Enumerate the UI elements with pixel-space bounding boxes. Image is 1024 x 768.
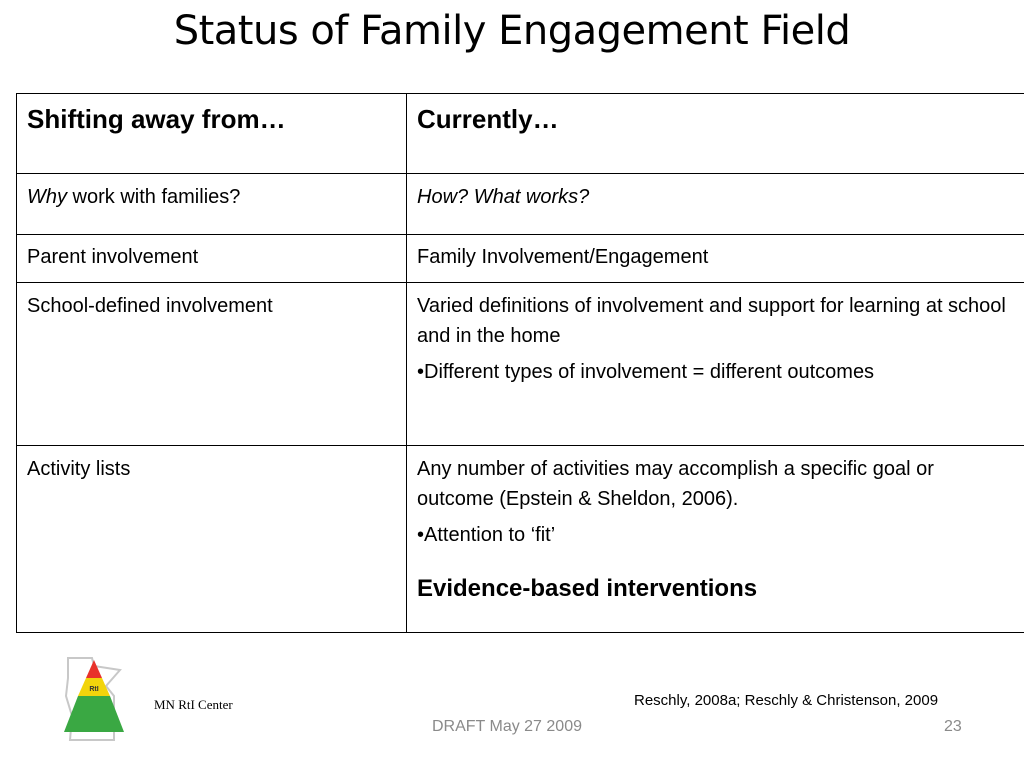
table-row bbox=[17, 446, 1024, 633]
why-emphasis: Why bbox=[27, 186, 67, 208]
mn-rti-center-label: MN RtI Center bbox=[154, 697, 233, 712]
cell-current bbox=[407, 174, 1024, 235]
triangle-top-icon bbox=[86, 660, 102, 678]
why-rest: work with families? bbox=[67, 186, 241, 208]
cell-bullet: •Different types of involvement = different outcomes bbox=[417, 361, 875, 383]
how-text: How? What works? bbox=[417, 186, 590, 208]
table-row bbox=[17, 283, 1024, 446]
header-currently: Currently… bbox=[407, 94, 1024, 174]
cell-from bbox=[17, 174, 407, 235]
cell-current bbox=[407, 446, 1024, 633]
header-shifting-away: Shifting away from… bbox=[17, 94, 407, 174]
draft-date: DRAFT May 27 2009 bbox=[432, 718, 582, 735]
cell-from: Activity lists bbox=[17, 446, 407, 633]
cell-emphasis: Evidence-based interventions bbox=[417, 575, 758, 602]
cell-paragraph: Any number of activities may accomplish a specific goal or outcome (Epstein & Sheldon, 2006). bbox=[417, 458, 934, 510]
slide-title: Status of Family Engagement Field bbox=[173, 8, 851, 54]
cell-current: Family Involvement/Engagement bbox=[407, 235, 1024, 283]
table-header-row bbox=[17, 94, 1024, 174]
table-row bbox=[17, 235, 1024, 283]
page-number: 23 bbox=[944, 718, 962, 735]
table-row bbox=[17, 174, 1024, 235]
logo-text: RtI bbox=[89, 686, 99, 693]
mn-rti-logo bbox=[62, 656, 126, 742]
citation: Reschly, 2008a; Reschly & Christenson, 2009 bbox=[634, 692, 939, 709]
cell-from: Parent involvement bbox=[17, 235, 407, 283]
cell-current bbox=[407, 283, 1024, 446]
engagement-table bbox=[16, 93, 1024, 633]
cell-paragraph: Varied definitions of involvement and support for learning at school and in the home bbox=[417, 295, 1006, 347]
cell-from: School-defined involvement bbox=[17, 283, 407, 446]
cell-bullet: •Attention to ‘fit’ bbox=[417, 524, 556, 546]
